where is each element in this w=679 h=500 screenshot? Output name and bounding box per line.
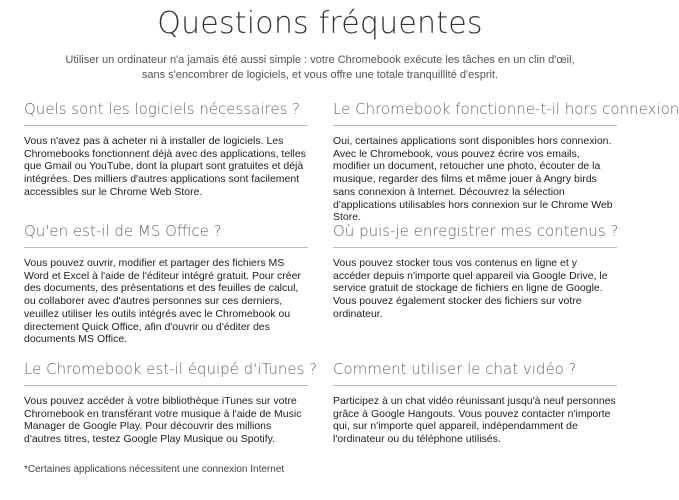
intro-text (60, 53, 580, 83)
intro-line-2: sans s'encombrer de logiciels, et vous offre une totale tranquillité d'esprit. (141, 69, 499, 81)
faq-offline (333, 100, 679, 224)
faq-itunes (24, 360, 318, 446)
faq-answer: Oui, certaines applications sont disponibles hors connexion. Avec le Chromebook, vous pouvez écrire vos emails, modifier un document, retoucher une photo, écouter de la musique, regarder des films et même jouer à Angry birds sans connexion à Internet. Découvrez la sélection d'applications utilisables hors connexion sur le Chrome Web Store. (333, 135, 613, 224)
faq-question: Le Chromebook fonctionne-t-il hors connexion (333, 100, 617, 126)
faq-answer: Vous pouvez stocker tous vos contenus en ligne et y accéder depuis n'importe quel appareil via Google Drive, le service gratuit de stockage de fichiers en ligne de Google. Vous pouvez également stocker des fichiers sur votre ordinateur. (333, 257, 608, 320)
faq-question: Qu'en est-il de MS Office ? (24, 222, 308, 248)
faq-answer: Vous pouvez accéder à votre bibliothèque iTunes sur votre Chromebook en transférant votre musique à l'aide de Music Manager de Google Play. Pour découvrir des millions d'autres titres, testez Google Play Musique ou Spotify. (24, 395, 302, 446)
footnote: *Certaines applications nécessitent une connexion Internet (24, 464, 285, 475)
faq-ms-office (24, 222, 308, 346)
faq-software (24, 100, 308, 199)
faq-question: Le Chromebook est-il équipé d'iTunes ? (24, 360, 308, 386)
faq-question: Quels sont les logiciels nécessaires ? (24, 100, 308, 126)
page-title: Questions fréquentes (157, 6, 483, 41)
faq-answer: Participez à un chat vidéo réunissant jusqu'à neuf personnes grâce à Google Hangouts. Vous pouvez contacter n'importe qui, sur n'importe quel appareil, indépendamment de l'ordinateur ou du téléphone utilisés. (333, 395, 616, 446)
intro-line-1: Utiliser un ordinateur n'a jamais été aussi simple : votre Chromebook exécute les tâches en un clin d'œil, (65, 54, 575, 66)
faq-answer: Vous pouvez ouvrir, modifier et partager des fichiers MS Word et Excel à l'aide de l'éditeur intégré gratuit. Pour créer des documents, des présentations et des feuilles de calcul, ou collaborer avec d'autres personnes sur ces derniers, veuillez utiliser les outils intégrés avec le Chromebook ou directement Quick Office, afin d'ouvrir ou d'éditer des documents MS Office. (24, 257, 301, 346)
faq-question: Où puis-je enregistrer mes contenus ? (333, 222, 617, 248)
faq-question: Comment utiliser le chat vidéo ? (333, 360, 617, 386)
faq-answer: Vous n'avez pas à acheter ni à installer de logiciels. Les Chromebooks fonctionnent déjà avec des applications, telles que Gmail ou YouTube, dont la plupart sont gratuites et déjà intégrées. Des milliers d'autres applications sont facilement accessibles sur le Chrome Web Store. (24, 135, 306, 198)
faq-video-chat (333, 360, 617, 446)
faq-storage (333, 222, 617, 321)
